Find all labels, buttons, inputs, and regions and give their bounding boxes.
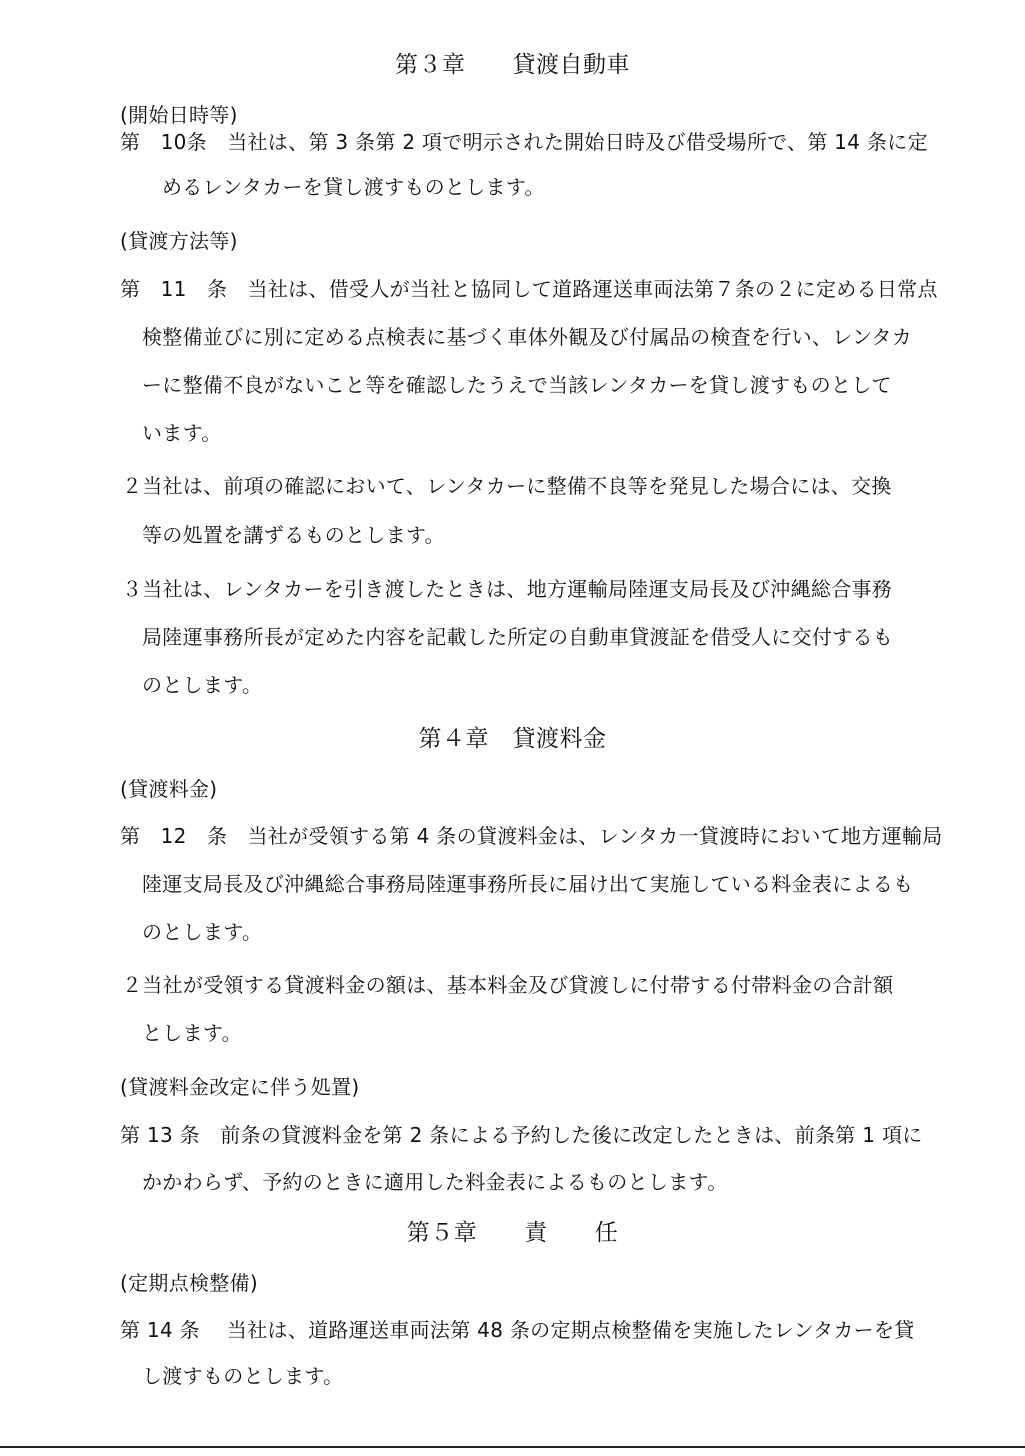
article-13-line-2: かかわらず、予約のときに適用した料金表によるものとします。 — [142, 1170, 728, 1194]
article-14-line-1: 第 14 条 当社は、道路運送車両法第 48 条の定期点検整備を実施したレンタカーを貸 — [120, 1318, 915, 1342]
chapter-5-title: 第５章 責 任 — [406, 1220, 619, 1246]
article-12-paragraph-2-line-1: ２当社が受領する貸渡料金の額は、基本料金及び貸渡しに付帯する付帯料金の合計額 — [122, 973, 894, 997]
section-heading-rental-method: (貸渡方法等) — [120, 229, 238, 253]
article-12-line-1: 第 12 条 当社が受領する第 4 条の貸渡料金は、レンタカ一貸渡時において地方運輸局 — [120, 824, 943, 848]
chapter-4-title: 第４章 貸渡料金 — [418, 726, 607, 752]
article-13-line-1: 第 13 条 前条の貸渡料金を第 2 条による予約した後に改定したときは、前条第 1 項に — [120, 1123, 923, 1147]
article-12-line-3: のとします。 — [142, 920, 263, 944]
article-12-line-2: 陸運支局長及び沖縄総合事務局陸運事務所長に届け出て実施している料金表によるも — [142, 872, 914, 896]
article-11-paragraph-2-line-2: 等の処置を講ずるものとします。 — [142, 523, 445, 547]
article-10-line-2: めるレンタカーを貸し渡すものとします。 — [162, 175, 545, 199]
article-11-paragraph-2-line-1: ２当社は、前項の確認において、レンタカーに整備不良等を発見した場合には、交換 — [122, 474, 892, 498]
section-heading-rental-fee: (貸渡料金) — [120, 777, 218, 801]
article-11-paragraph-3-line-2: 局陸運事務所長が定めた内容を記載した所定の自動車貸渡証を借受人に交付するも — [142, 625, 894, 649]
chapter-3-title: 第３章 貸渡自動車 — [395, 52, 630, 78]
article-11-paragraph-3-line-1: ３当社は、レンタカーを引き渡したときは、地方運輸局陸運支局長及び沖縄総合事務 — [122, 577, 893, 601]
article-10-line-1: 第 10条 当社は、第 3 条第 2 項で明示された開始日時及び借受場所で、第 14 条に定 — [120, 130, 928, 154]
article-12-paragraph-2-line-2: とします。 — [142, 1021, 242, 1045]
article-11-line-3: ーに整備不良がないこと等を確認したうえで当該レンタカーを貸し渡すものとして — [142, 373, 892, 397]
section-heading-start-datetime: (開始日時等) — [120, 103, 238, 127]
section-heading-fee-revision: (貸渡料金改定に伴う処置) — [120, 1075, 360, 1099]
article-11-line-4: います。 — [142, 421, 222, 445]
article-11-paragraph-3-line-3: のとします。 — [142, 673, 263, 697]
article-11-line-1: 第 11 条 当社は、借受人が当社と協同して道路運送車両法第７条の２に定める日常点 — [120, 277, 938, 301]
page-bottom-rule — [0, 1446, 1025, 1448]
article-14-line-2: し渡すものとします。 — [142, 1364, 344, 1388]
section-heading-periodic-inspection: (定期点検整備) — [120, 1271, 259, 1295]
article-11-line-2: 検整備並びに別に定める点検表に基づく車体外観及び付属品の検査を行い、レンタカ — [142, 325, 913, 349]
